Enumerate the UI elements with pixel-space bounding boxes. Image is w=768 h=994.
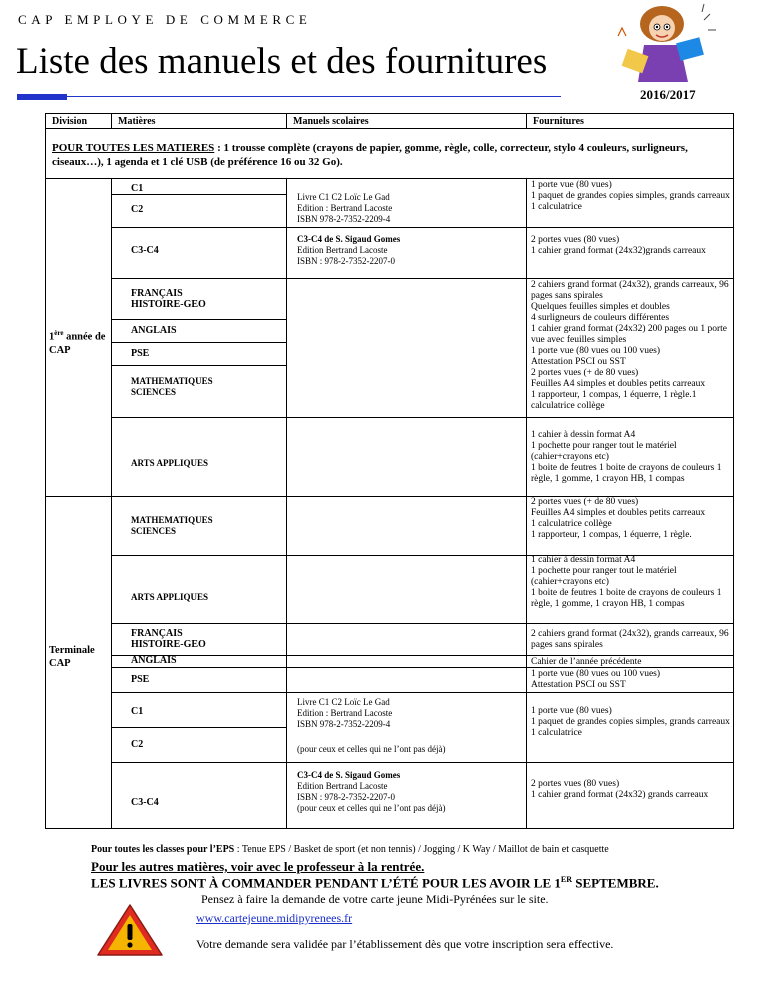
manual-c3c4-term: C3-C4 de S. Sigaud Gomes Edition Bertrand Lacoste ISBN : 978-2-7352-2207-0 (pour ceux et celles qui ne l’ont pas déjà) (297, 770, 446, 813)
col-header-manuels: Manuels scolaires (293, 116, 369, 127)
subject-c1: C1 (131, 183, 144, 194)
validation-note: Votre demande sera validée par l’établissement dès que votre inscription sera effective. (196, 937, 614, 951)
subject-pse: PSE (131, 348, 150, 359)
eps-note: Pour toutes les classes pour l’EPS : Tenue EPS / Basket de sport (et non tennis) / Jogging / K Way / Maillot de bain et casquette (91, 844, 609, 855)
row-line (112, 342, 286, 343)
subject-c2: C2 (131, 204, 144, 215)
title-rule-accent (17, 94, 67, 100)
header-divider (286, 114, 287, 128)
student-reading-illustration (604, 0, 728, 90)
division-first-year: 1ère année de CAP (49, 329, 106, 356)
row-line (112, 623, 733, 624)
header-topline: CAP EMPLOYE DE COMMERCE (18, 12, 312, 27)
row-line (112, 194, 286, 195)
row-line (112, 365, 286, 366)
supplies-maths-term: 2 portes vues (+ de 80 vues) Feuilles A4 simples et doubles petits carreaux 1 calculatrice collège 1 rapporteur, 1 compas, 1 équerre, 1 règle. (531, 497, 706, 540)
row-line (112, 417, 733, 418)
row-line (112, 227, 733, 228)
col-line-division (111, 178, 112, 828)
supplies-francais-term: 2 cahiers grand format (24x32), grands carreaux, 96 pages sans spirales (531, 629, 729, 650)
carte-jeune-link[interactable]: www.cartejeune.midipyrenees.fr (196, 911, 353, 925)
livres-note: LES LIVRES SONT À COMMANDER PENDANT L’ÉTÉ POUR LES AVOIR LE 1ER SEPTEMBRE. (91, 875, 659, 891)
subject-anglais-term: ANGLAIS (131, 655, 177, 666)
page-title: Liste des manuels et des fournitures (16, 41, 548, 82)
intro-lead: POUR TOUTES LES MATIERES (52, 142, 215, 154)
subject-c3c4-term: C3-C4 (131, 797, 159, 808)
supplies-c3c4-term: 2 portes vues (80 vues) 1 cahier grand format (24x32) grands carreaux (531, 779, 709, 800)
supplies-first-year-general: 2 cahiers grand format (24x32), grands carreaux, 96 pages sans spirales Quelques feuilles simples et doubles 4 surligneurs de couleurs différentes 1 cahier grand format (24x32) 200 pages ou 1 porte vue avec feuilles simples 1 porte vue (80 vues ou 100 vues) Attestation PSCI ou SST 2 portes vues (+ de 80 vues) Feuilles A4 simples et doubles petits carreaux 1 rapporteur, 1 compas, 1 équerre, 1 règle.1 calculatrice collège (531, 280, 729, 411)
manual-c3c4: C3-C4 de S. Sigaud Gomes Edition Bertrand Lacoste ISBN : 978-2-7352-2207-0 (297, 234, 401, 266)
header-divider (526, 114, 527, 128)
subject-c1-term: C1 (131, 706, 144, 717)
col-line-manuels (526, 178, 527, 828)
supplies-c1c2-term: 1 porte vue (80 vues) 1 paquet de grandes copies simples, grands carreaux 1 calculatrice (531, 706, 730, 738)
supplies-c3c4: 2 portes vues (80 vues) 1 cahier grand format (24x32)grands carreaux (531, 235, 706, 256)
subject-maths-sciences-term: MATHEMATIQUES SCIENCES (131, 515, 213, 536)
row-line (112, 727, 286, 728)
subject-anglais: ANGLAIS (131, 325, 177, 336)
row-line (112, 667, 733, 668)
title-rule (67, 96, 561, 97)
manual-note-term: (pour ceux et celles qui ne l’ont pas déjà) (297, 744, 446, 754)
row-line (112, 655, 733, 656)
row-line (112, 278, 733, 279)
subject-arts-term: ARTS APPLIQUES (131, 592, 208, 602)
row-line (112, 762, 733, 763)
subject-c3c4: C3-C4 (131, 245, 159, 256)
supplies-pse-term: 1 porte vue (80 vues ou 100 vues) Attestation PSCI ou SST (531, 669, 661, 690)
col-header-matieres: Matières (118, 116, 156, 127)
row-line (112, 692, 733, 693)
carte-jeune-note: Pensez à faire la demande de votre carte jeune Midi-Pyrénées sur le site. (201, 892, 549, 906)
autres-matieres-note: Pour les autres matières, voir avec le professeur à la rentrée. (91, 859, 425, 874)
supplies-anglais-term: Cahier de l’année précédente (531, 657, 642, 667)
manual-c1c2-term: Livre C1 C2 Loïc Le Gad Edition : Bertrand Lacoste ISBN 978-2-7352-2209-4 (297, 697, 393, 729)
warning-icon (95, 902, 165, 958)
intro-text: : 1 trousse complète (crayons de papier, gomme, règle, colle, correcteur, stylo 4 couleurs, surligneurs, ciseaux…), 1 agenda et 1 clé USB (de préférence 16 ou 32 Go). (52, 142, 688, 168)
header-row-bottom-line (46, 128, 733, 129)
supplies-c1c2: 1 porte vue (80 vues) 1 paquet de grandes copies simples, grands carreaux 1 calculatrice (531, 180, 730, 212)
subject-maths-sciences: MATHEMATIQUES SCIENCES (131, 376, 213, 397)
supplies-arts-term: 1 cahier à dessin format A4 1 pochette pour ranger tout le matériel (cahier+crayons etc) 1 boite de feutres 1 boite de crayons de couleurs 1 règle, 1 gomme, 1 crayon HB, 1 compas (531, 555, 722, 609)
school-year: 2016/2017 (640, 87, 696, 102)
subject-francais-histgeo-term: FRANÇAIS HISTOIRE-GEO (131, 628, 206, 650)
intro-note (52, 141, 712, 169)
subject-arts: ARTS APPLIQUES (131, 458, 208, 468)
col-line-matieres (286, 178, 287, 828)
col-header-fournitures: Fournitures (533, 116, 584, 127)
col-header-division: Division (52, 116, 88, 127)
intro-bottom-line (46, 178, 733, 179)
row-line (112, 319, 286, 320)
subject-c2-term: C2 (131, 739, 144, 750)
subject-pse-term: PSE (131, 674, 150, 685)
subject-francais-histgeo: FRANÇAIS HISTOIRE-GEO (131, 288, 206, 310)
manual-c1c2: Livre C1 C2 Loïc Le Gad Edition : Bertrand Lacoste ISBN 978-2-7352-2209-4 (297, 192, 393, 224)
division-terminale: Terminale CAP (49, 645, 95, 669)
supplies-arts: 1 cahier à dessin format A4 1 pochette pour ranger tout le matériel (cahier+crayons etc) 1 boite de feutres 1 boite de crayons de couleurs 1 règle, 1 gomme, 1 crayon HB, 1 compas (531, 430, 722, 484)
supplies-table (45, 113, 734, 829)
header-divider (111, 114, 112, 128)
